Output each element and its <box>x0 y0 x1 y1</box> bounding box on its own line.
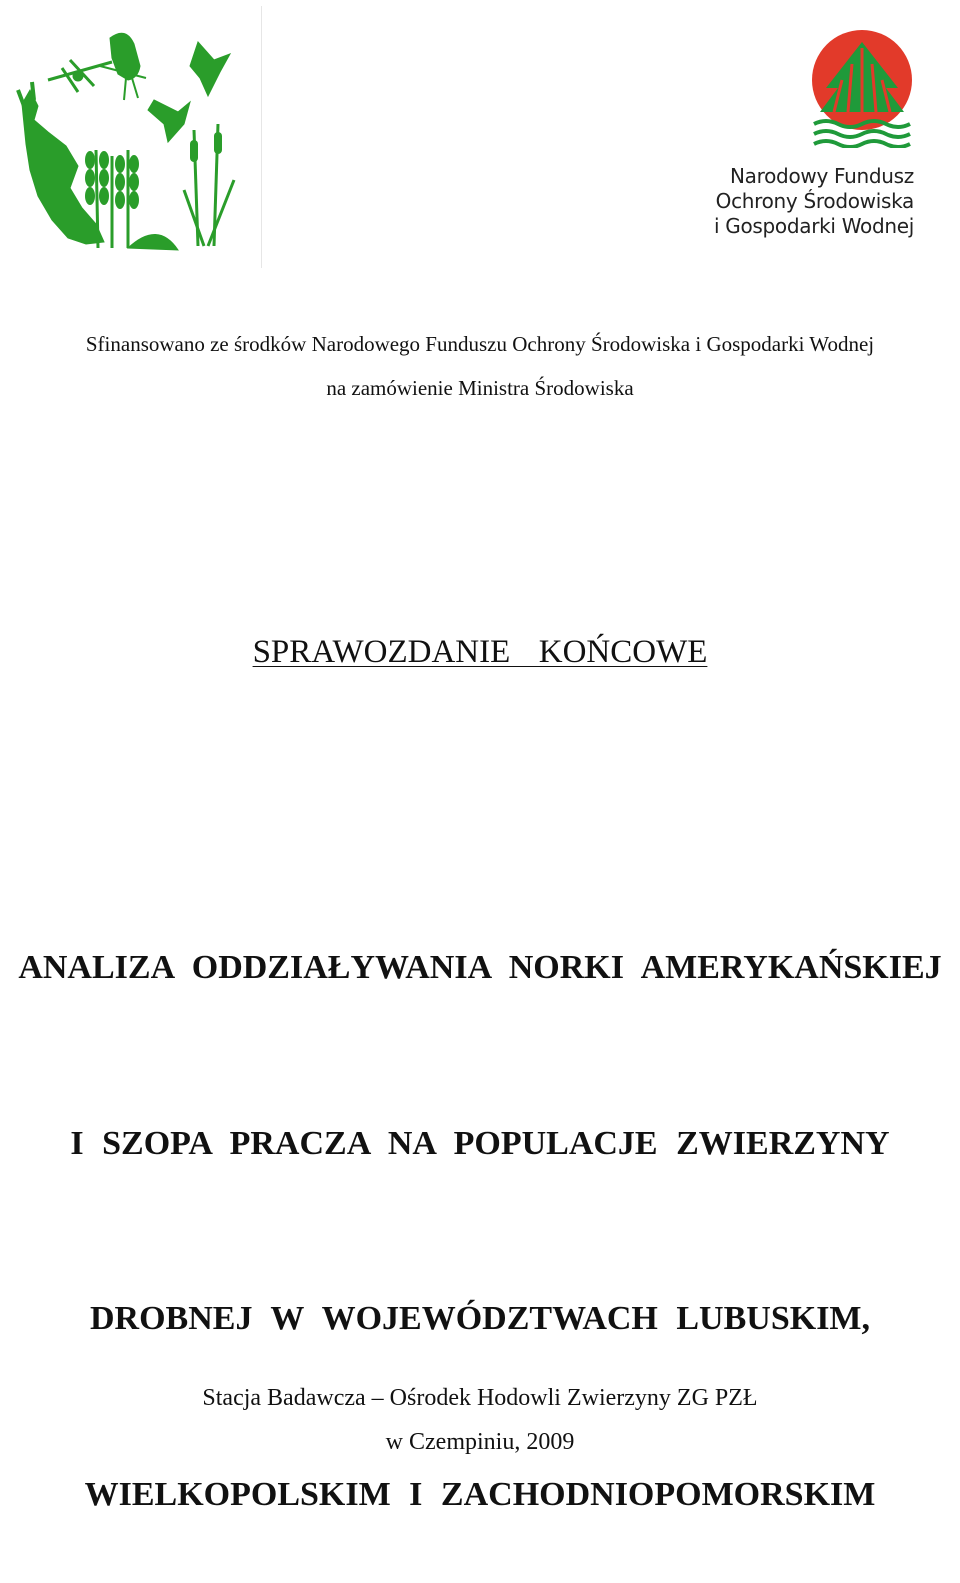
hill-shape <box>128 234 178 250</box>
report-type-heading: SPRAWOZDANIE KOŃCOWE <box>252 634 708 670</box>
funding-line-2: na zamówienie Ministra Środowiska <box>326 376 634 400</box>
title-line: DROBNEJ W WOJEWÓDZTWACH LUBUSKIM, <box>89 1300 871 1337</box>
logo-divider <box>261 6 262 268</box>
water-waves <box>814 121 910 147</box>
place-year: w Czempiniu, 2009 <box>385 1429 575 1455</box>
nfosigw-name-line: i Gospodarki Wodnej <box>713 214 914 238</box>
nfosigw-name <box>714 164 914 239</box>
nfosigw-name-line: Narodowy Fundusz <box>730 164 914 188</box>
funding-line-1: Sfinansowano ze środków Narodowego Funduszu Ochrony Środowiska i Gospodarki Wodnej <box>85 332 875 356</box>
title-line: WIELKOPOLSKIM I ZACHODNIOPOMORSKIM <box>84 1475 876 1513</box>
duck-shape-1 <box>190 42 230 96</box>
institution-name: Stacja Badawcza – Ośrodek Hodowli Zwierzyny ZG PZŁ <box>202 1385 758 1411</box>
wildlife-logo <box>8 20 248 260</box>
wildlife-logo-icon <box>8 20 248 260</box>
institution-block <box>0 1376 960 1464</box>
funding-note <box>0 322 960 410</box>
report-title <box>0 822 960 1583</box>
title-line: ANALIZA ODDZIAŁYWANIA NORKI AMERYKAŃSKIEJ <box>18 949 942 986</box>
title-line: I SZOPA PRACZA NA POPULACJE ZWIERZYNY <box>70 1124 890 1162</box>
duck-shape-2 <box>148 100 190 142</box>
nfosigw-logo <box>808 28 916 148</box>
nfosigw-logo-icon <box>808 28 916 148</box>
nfosigw-name-line: Ochrony Środowiska <box>715 189 914 213</box>
